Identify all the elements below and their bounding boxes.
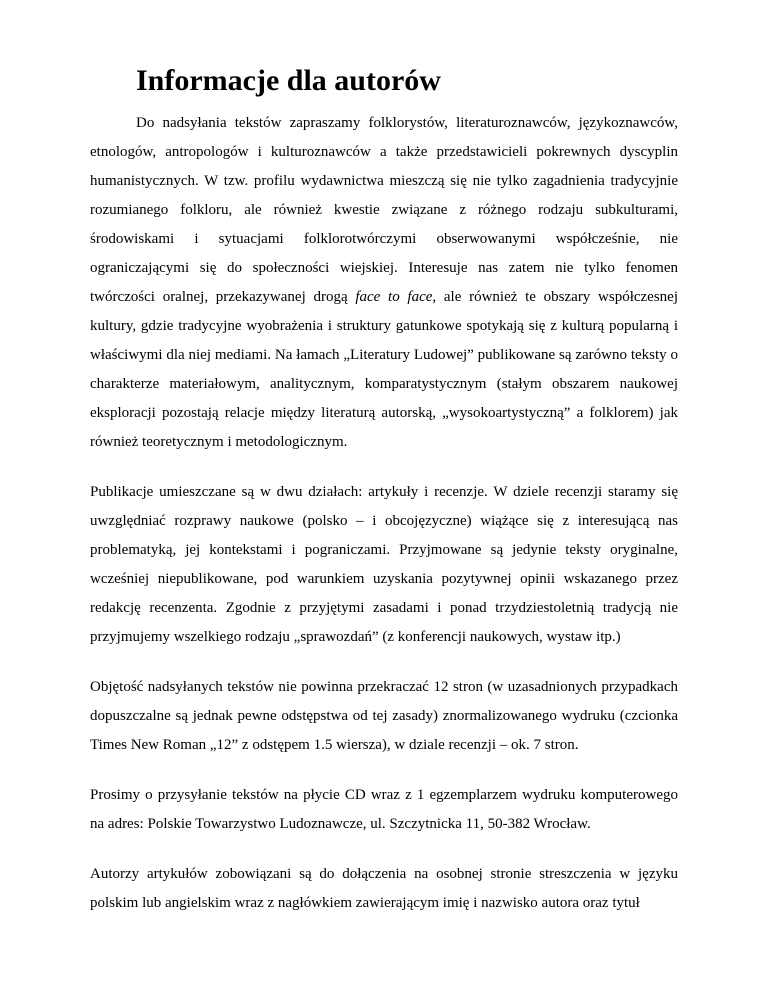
paragraph-submission-address: Prosimy o przysyłanie tekstów na płycie CD wraz z 1 egzemplarzem wydruku komputerowego na adres: Polskie Towarzystwo Ludoznawcze, ul. Szczytnicka 11, 50-382 Wrocław. [90,787,678,832]
paragraph-abstract-requirements: Autorzy artykułów zobowiązani są do dołączenia na osobnej stronie streszczenia w języku polskim lub angielskim wraz z nagłówkiem zawierającym imię i nazwisko autora oraz tytuł [90,866,678,911]
paragraph-invitation-text-end: ale również te obszary współczesnej kultury, gdzie tradycyjne wyobrażenia i struktury gatunkowe spotykają się z kulturą popularną i właściwymi dla niej mediami. Na łamach „Literatury Ludowej” publikowane są zarówno teksty o charakterze materiałowym, analitycznym, komparatystycznym (stałym obszarem naukowej eksploracji pozostają relacje między literaturą autorską, „wysokoartystyczną” a folklorem) jak również teoretycznym i metodologicznym. [90,289,678,450]
paragraph-text-length: Objętość nadsyłanych tekstów nie powinna przekraczać 12 stron (w uzasadnionych przypadkach dopuszczalne są jednak pewne odstępstwa od tej zasady) znormalizowanego wydruku (czcionka Times New Roman „12” z odstępem 1.5 wiersza), w dziale recenzji – ok. 7 stron. [90,679,678,753]
page-title: Informacje dla autorów [136,64,441,97]
paragraph-publication-sections: Publikacje umieszczane są w dwu działach: artykuły i recenzje. W dziele recenzji staramy się uwzględniać rozprawy naukowe (polsko – i obcojęzyczne) wiążące się z interesującą nas problematyką, jej kontekstami i pograniczami. Przyjmowane są jedynie teksty oryginalne, wcześniej niepublikowane, pod warunkiem uzyskania pozytywnej opinii wskazanego przez redakcję recenzenta. Zgodnie z przyjętymi zasadami i ponad trzydziestoletnią tradycją nie przyjmujemy wszelkiego rodzaju „sprawozdań” (z konferencji naukowych, wystaw itp.) [90,484,678,645]
document-page [90,66,678,918]
title-spacer [90,95,678,109]
paragraph-invitation [90,109,678,457]
paragraph-invitation-text-start: Do nadsyłania tekstów zapraszamy folklorystów, literaturoznawców, językoznawców, etnologów, antropologów i kulturoznawców a także przedstawicieli pokrewnych dyscyplin humanistycznych. W tzw. profilu wydawnictwa mieszczą się nie tylko zagadnienia tradycyjnie rozumianego folkloru, ale również kwestie związane z różnego rodzaju subkulturami, środowiskami i sytuacjami folklorotwórczymi obserwowanymi współcześnie, nie ograniczającymi się do społeczności wiejskiej. Interesuje nas zatem nie tylko fenomen twórczości oralnej, przekazywanej drogą [90,115,678,305]
paragraph-invitation-italic-phrase: face to face, [355,289,437,305]
